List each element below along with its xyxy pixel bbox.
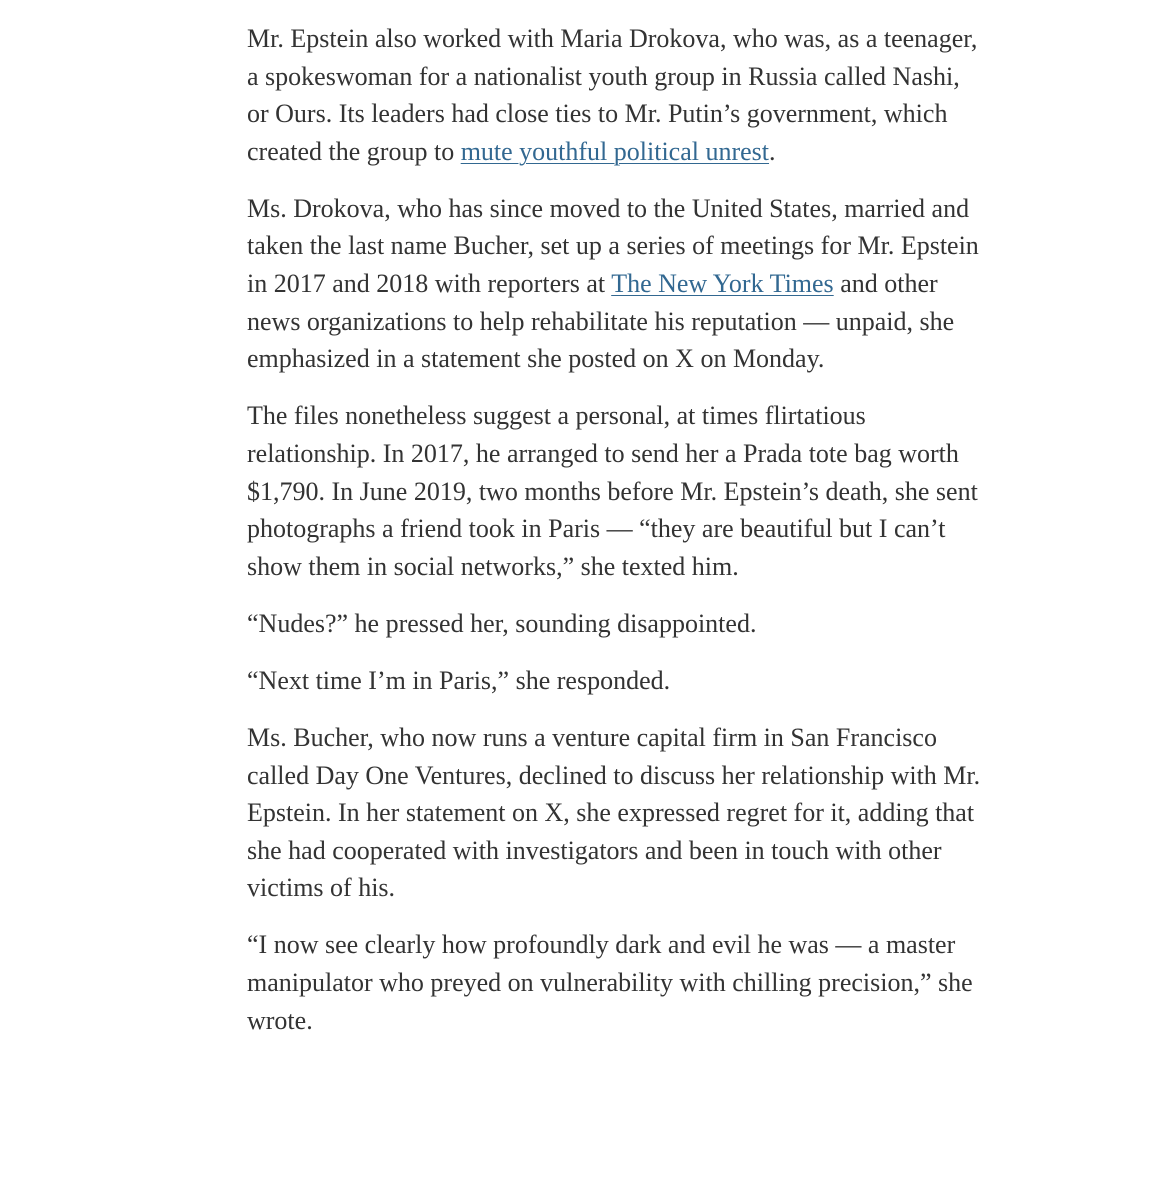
paragraph-text: Ms. Drokova, who has since moved to the United States, married and taken the last name Bucher, set up a series of meetings for Mr. Epstein in 2017 and 2018 with reporters at xyxy=(247,193,979,299)
paragraph-text: Ms. Bucher, who now runs a venture capital firm in San Francisco called Day One Ventures, declined to discuss her relationship with Mr. Epstein. In her statement on X, she expressed regret for it, adding that she had cooperated with investigators and been in touch with other victims of his. xyxy=(247,723,981,903)
paragraph-text: . xyxy=(769,136,776,166)
paragraph-text: The files nonetheless suggest a personal, at times flirtatious relationship. In 2017, he arranged to send her a Prada tote bag worth $1,790. In June 2019, two months before Mr. Epstein’s death, she sent photographs a friend took in Paris — “they are beautiful but I can’t show them in social networks,” she texted him. xyxy=(247,401,978,581)
article-paragraph-5 xyxy=(247,662,987,700)
paragraph-text: and other news organizations to help rehabilitate his reputation — unpaid, she emphasized in a statement she posted on X on Monday. xyxy=(247,269,955,374)
article-paragraph-4 xyxy=(247,605,987,643)
paragraph-text: “Nudes?” he pressed her, sounding disappointed. xyxy=(247,608,757,638)
article-paragraph-3 xyxy=(247,397,987,585)
article-paragraph-7 xyxy=(247,926,987,1039)
article-paragraph-1 xyxy=(247,20,987,170)
article-paragraph-2 xyxy=(247,190,987,378)
article-paragraph-6 xyxy=(247,719,987,907)
mute-youthful-political-unrest-link[interactable]: mute youthful political unrest xyxy=(460,136,770,166)
article-body xyxy=(247,20,987,1059)
paragraph-text: “I now see clearly how profoundly dark and evil he was — a master manipulator who preyed on vulnerability with chilling precision,” she wrote. xyxy=(247,930,973,1035)
paragraph-text: Mr. Epstein also worked with Maria Drokova, who was, as a teenager, a spokeswoman for a nationalist youth group in Russia called Nashi, or Ours. Its leaders had close ties to Mr. Putin’s government, which created the group to xyxy=(247,24,978,166)
paragraph-text: “Next time I’m in Paris,” she responded. xyxy=(247,665,671,695)
new-york-times-link[interactable]: The New York Times xyxy=(611,269,834,299)
